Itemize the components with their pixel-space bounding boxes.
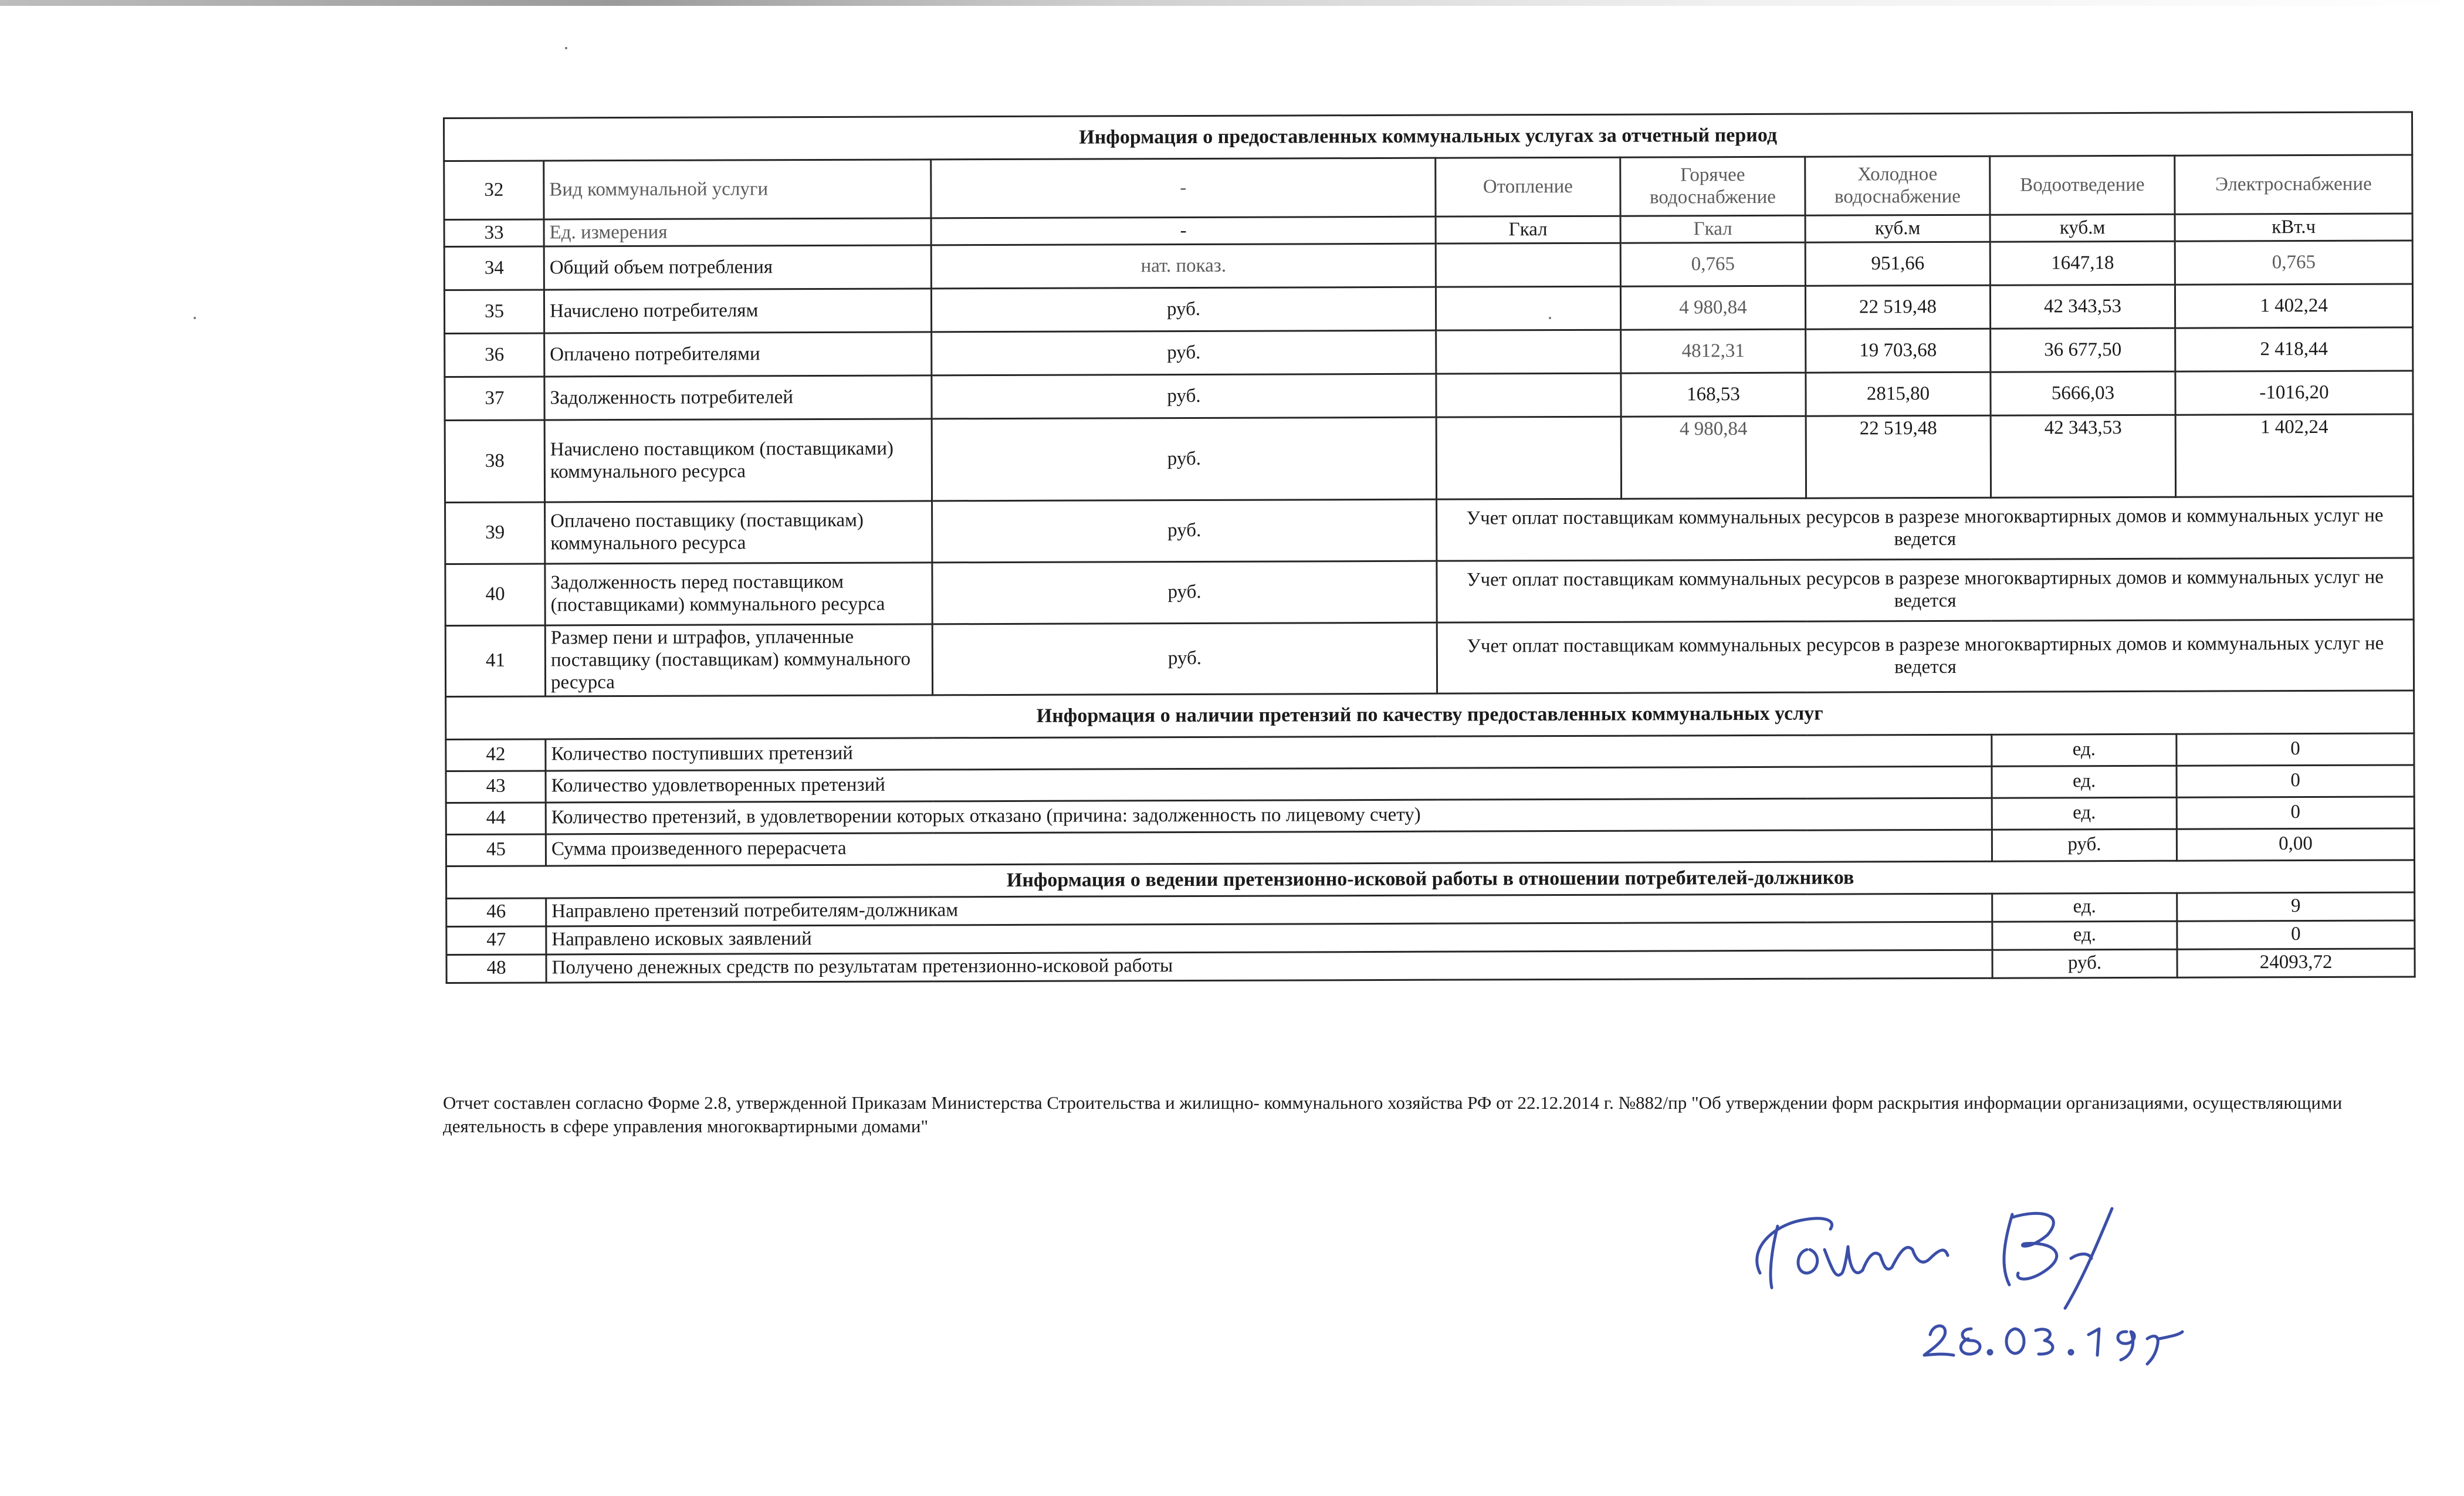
row-label: Оплачено потребителями: [544, 332, 932, 377]
unit-cold-water: куб.м: [1805, 215, 1990, 242]
row-label: Количество поступивших претензий: [546, 735, 1992, 771]
value-cold-water: 951,66: [1805, 242, 1990, 286]
value-drainage: 36 677,50: [1991, 328, 2175, 372]
row-number: 39: [445, 502, 545, 564]
value-heating: [1436, 330, 1621, 374]
row-value: 0: [2177, 765, 2414, 797]
value-electricity: -1016,20: [2175, 371, 2413, 415]
row-unit: ед.: [1992, 766, 2177, 798]
row-number: 34: [444, 246, 544, 290]
col-heading-electricity: Электроснабжение: [2175, 155, 2412, 214]
signature-strokes: [1757, 1209, 2182, 1364]
value-drainage: 42 343,53: [1991, 415, 2175, 497]
value-heating: [1436, 243, 1620, 287]
col-heading-heating: Отопление: [1436, 157, 1620, 216]
table-row: [445, 371, 2413, 421]
merged-note: Учет оплат поставщикам коммунальных ресурсов в разрезе многоквартирных домов и коммунальных услуг не ведется: [1437, 496, 2414, 561]
row-number: 37: [445, 377, 544, 421]
unit-drainage: куб.м: [1990, 214, 2175, 242]
row-label: Количество претензий, в удовлетворении которых отказано (причина: задолженность по лицевому счету): [546, 798, 1992, 834]
row-label: Общий объем потребления: [544, 245, 931, 290]
row-unit: ед.: [1992, 893, 2177, 922]
row-unit: руб.: [932, 622, 1437, 695]
row-unit: руб.: [932, 417, 1436, 501]
value-hot-water: 4 980,84: [1621, 416, 1806, 499]
row-label: Задолженность перед поставщиком (поставщиками) коммунального ресурса: [545, 563, 932, 625]
table-row: [445, 327, 2413, 377]
row-number: 40: [445, 564, 545, 626]
scan-edge-shadow: [0, 0, 2464, 6]
row-unit: -: [931, 216, 1436, 245]
value-hot-water: 168,53: [1621, 373, 1806, 417]
section-title: Информация о предоставленных коммунальных услугах за отчетный период: [444, 112, 2412, 161]
row-unit: ед.: [1992, 734, 2177, 766]
merged-note: Учет оплат поставщикам коммунальных ресурсов в разрезе многоквартирных домов и коммунальных услуг не ведется: [1437, 620, 2414, 693]
section-header-claims: [446, 691, 2414, 740]
row-number: 32: [444, 161, 544, 220]
row-unit: ед.: [1992, 921, 2177, 950]
value-hot-water: 0,765: [1620, 242, 1805, 286]
value-electricity: 0,765: [2175, 241, 2412, 285]
table-row: [444, 284, 2412, 334]
table-row: [445, 620, 2414, 696]
row-number: 36: [445, 333, 544, 377]
report-table: [443, 111, 2416, 983]
value-electricity: 2 418,44: [2175, 327, 2413, 371]
value-drainage: 5666,03: [1991, 371, 2175, 415]
value-cold-water: 19 703,68: [1806, 329, 1991, 373]
row-number: 45: [446, 834, 546, 867]
merged-note: Учет оплат поставщикам коммунальных ресурсов в разрезе многоквартирных домов и коммунальных услуг не ведется: [1437, 558, 2414, 622]
value-heating: [1436, 417, 1621, 499]
row-unit: руб.: [932, 374, 1436, 419]
row-label: Оплачено поставщику (поставщикам) коммунального ресурса: [545, 501, 932, 564]
row-unit: нат. показ.: [931, 243, 1436, 289]
table-row: [444, 155, 2412, 220]
row-unit: руб.: [932, 499, 1437, 563]
row-number: 41: [445, 625, 545, 696]
value-cold-water: 2815,80: [1806, 372, 1991, 416]
row-unit: ед.: [1992, 797, 2177, 830]
value-drainage: 42 343,53: [1990, 285, 2175, 329]
row-label: Размер пени и штрафов, уплаченные поставщику (поставщикам) коммунального ресурса: [545, 624, 932, 696]
row-label: Направлено претензий потребителям-должникам: [546, 893, 1992, 926]
row-value: 9: [2177, 892, 2415, 921]
value-drainage: 1647,18: [1990, 241, 2175, 285]
value-hot-water: 4812,31: [1621, 329, 1806, 373]
table-row: [445, 558, 2414, 626]
value-heating: [1436, 373, 1621, 417]
handwritten-signature: [1737, 1185, 2265, 1379]
scan-speck: [194, 317, 196, 319]
table-row: [446, 949, 2415, 983]
table-row: [445, 414, 2413, 503]
row-label: Начислено потребителям: [544, 289, 931, 333]
row-value: 24093,72: [2177, 949, 2415, 977]
col-heading-cold-water: Холодное водоснабжение: [1805, 156, 1990, 215]
row-label: Вид коммунальной услуги: [544, 160, 931, 219]
value-cold-water: 22 519,48: [1806, 415, 1991, 498]
section-title: Информация о наличии претензий по качеству предоставленных коммунальных услуг: [446, 691, 2414, 740]
row-number: 46: [446, 898, 546, 927]
row-number: 43: [446, 771, 546, 803]
row-unit: руб.: [1992, 829, 2177, 861]
row-label: Сумма произведенного перерасчета: [546, 830, 1992, 866]
value-cold-water: 22 519,48: [1805, 285, 1990, 329]
row-number: 33: [444, 219, 544, 247]
value-electricity: 1 402,24: [2175, 284, 2412, 328]
row-label: Начислено поставщиком (поставщиками) коммунального ресурса: [544, 419, 932, 502]
row-value: 0: [2177, 733, 2414, 766]
section-header-services: [444, 112, 2412, 161]
unit-hot-water: Гкал: [1620, 215, 1805, 243]
row-number: 38: [445, 420, 544, 503]
row-number: 47: [446, 926, 546, 955]
row-label: Ед. измерения: [544, 218, 931, 246]
row-unit: руб.: [931, 287, 1436, 332]
table-row: [444, 241, 2412, 290]
row-value: 0: [2177, 797, 2414, 829]
row-unit: руб.: [932, 330, 1436, 375]
row-unit: руб.: [1992, 949, 2177, 978]
row-label: Получено денежных средств по результатам претензионно-исковой работы: [546, 950, 1992, 983]
col-heading-drainage: Водоотведение: [1990, 155, 2175, 215]
report-sheet: [443, 111, 2414, 983]
table-row: [445, 496, 2414, 564]
value-hot-water: 4 980,84: [1620, 286, 1805, 330]
row-label: Количество удовлетворенных претензий: [546, 766, 1992, 803]
row-number: 35: [444, 290, 544, 334]
row-number: 48: [446, 955, 546, 983]
report-footnote: Отчет составлен согласно Форме 2.8, утвержденной Приказам Министерства Строительства и жилищно- коммунального хозяйства РФ от 22.12.2014 г. №882/пр "Об утверждении форм раскрытия информации организациями, осуществляющими деятельность в сфере управления многоквартирными домами": [443, 1092, 2343, 1137]
unit-electricity: кВт.ч: [2175, 214, 2412, 241]
row-unit: руб.: [932, 561, 1437, 624]
scan-speck: [565, 47, 567, 49]
row-number: 44: [446, 803, 546, 835]
row-number: 42: [446, 739, 546, 771]
row-unit: -: [931, 158, 1436, 218]
col-heading-hot-water: Горячее водоснабжение: [1620, 157, 1805, 216]
value-electricity: 1 402,24: [2175, 414, 2413, 497]
row-value: 0,00: [2177, 828, 2414, 861]
section-title: Информация о ведении претензионно-исковой работы в отношении потребителей-должников: [446, 860, 2415, 899]
unit-heating: Гкал: [1436, 216, 1620, 243]
value-heating: [1436, 286, 1620, 330]
row-value: 0: [2177, 920, 2415, 949]
row-label: Задолженность потребителей: [544, 375, 932, 420]
row-label: Направлено исковых заявлений: [546, 922, 1992, 955]
